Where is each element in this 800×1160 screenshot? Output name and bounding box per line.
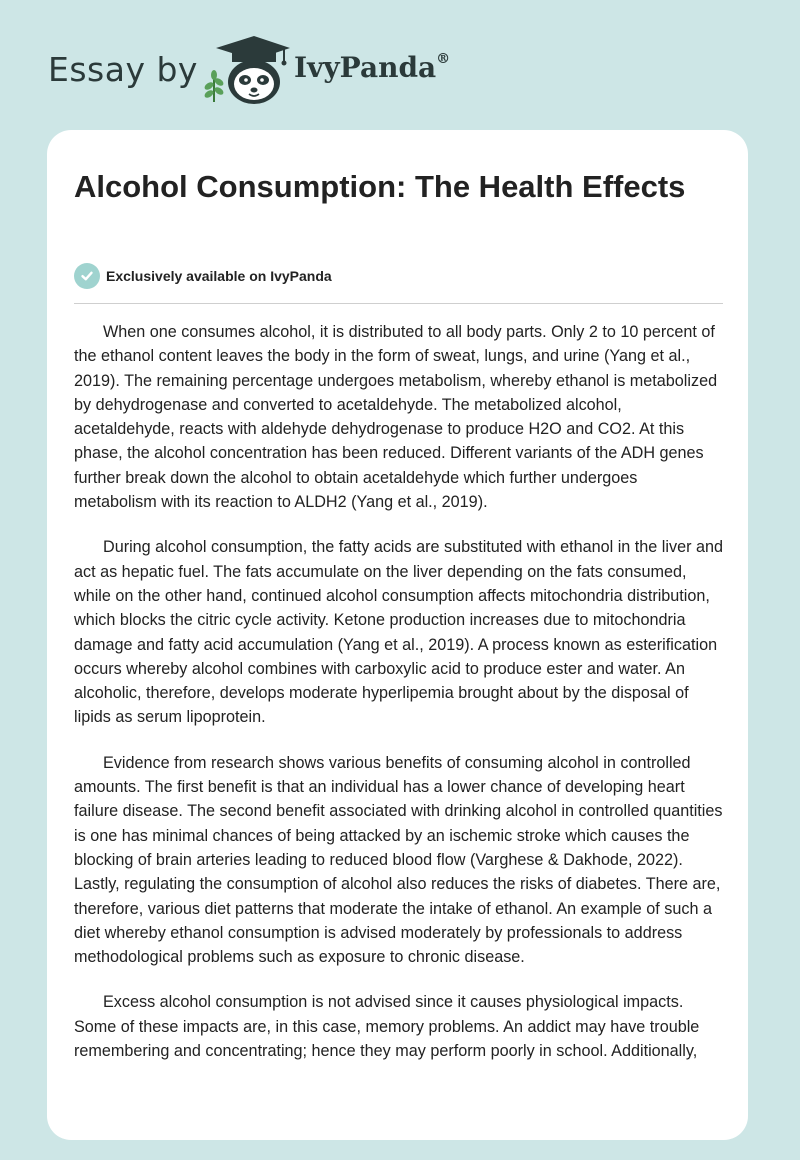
paragraph: When one consumes alcohol, it is distributed to all body parts. Only 2 to 10 percent of the ethanol content leaves the body in the form of sweat, lungs, and urine (Yang et al., 2019). The remaining percentage undergoes metabolism, whereby ethanol is metabolized by dehydrogenase and converted to acetaldehyde. The metabolized alcohol, acetaldehyde, reacts with aldehyde dehydrogenase to produce H2O and CO2. At this phase, the alcohol concentration has been reduced. Different variants of the ADH genes further break down the alcohol to obtain acetaldehyde which further undergoes metabolism with its reaction to ALDH2 (Yang et al., 2019).	[74, 323, 718, 512]
essay-body	[74, 320, 724, 1084]
site-header	[48, 36, 648, 106]
panda-face-icon	[228, 60, 280, 104]
leaf-icon	[203, 70, 225, 102]
exclusive-badge	[74, 263, 332, 289]
exclusive-badge-label: Exclusively available on IvyPanda	[106, 268, 332, 284]
essay-card	[47, 130, 748, 1140]
essay-by-label: Essay by	[48, 50, 198, 89]
paragraph: Excess alcohol consumption is not advised since it causes physiological impacts. Some of these impacts are, in this case, memory problems. An addict may have trouble remembering and concentrating; hence they may perform poorly in school. Additionally,	[74, 993, 700, 1061]
paragraph: Evidence from research shows various benefits of consuming alcohol in controlled amounts. The first benefit is that an individual has a lower chance of developing heart failure disease. The second benefit associated with drinking alcohol in controlled quantities is one has minimal chances of being attacked by an ischemic stroke which causes the blocking of brain arteries leading to reduced blood flow (Varghese & Dakhode, 2022). Lastly, regulating the consumption of alcohol also reduces the risks of diabetes. There are, therefore, various diet patterns that moderate the intake of ethanol. An example of such a diet whereby ethanol consumption is advised moderately by professionals to address methodological problems such as exposure to chronic disease.	[74, 753, 723, 967]
registered-mark: ®	[436, 50, 451, 67]
check-icon	[74, 263, 100, 289]
paragraph: During alcohol consumption, the fatty acids are substituted with ethanol in the liver and act as hepatic fuel. The fats accumulate on the liver depending on the fats consumed, while on the other hand, continued alcohol consumption affects mitochondria distribution, which blocks the citric cycle activity. Ketone production increases due to mitochondria damage and fatty acid accumulation (Yang et al., 2019). A process known as esterification occurs whereby alcohol combines with carboxylic acid to produce ester and water. An alcoholic, therefore, develops moderate hyperlipemia brought about by the disposal of lipids as serum lipoprotein.	[74, 538, 723, 727]
brand-text: IvyPanda	[294, 51, 437, 84]
divider	[74, 303, 723, 304]
brand-name[interactable]	[294, 51, 450, 84]
panda-logo-icon[interactable]	[200, 36, 292, 106]
essay-title: Alcohol Consumption: The Health Effects	[74, 169, 686, 204]
